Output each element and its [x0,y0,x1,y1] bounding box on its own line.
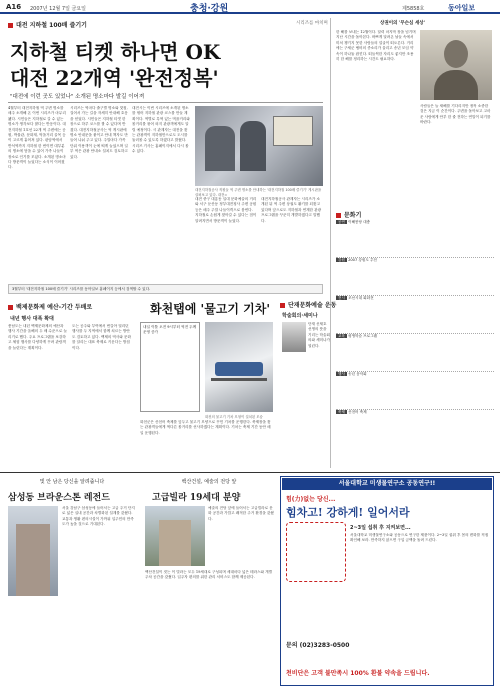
listing-list [336,220,494,470]
listing-item-value: 2007 강원도 추천 [348,258,377,262]
columnist-photo [420,30,492,100]
lead-headline-2: 대전 22개역 '완전정복' [10,66,219,90]
series-tag: 시리즈를 마치며 [296,21,328,26]
listing-item-value: 송년 음악회 [348,372,367,376]
column-divider [330,18,331,468]
lead-subhead: "대전에 이런 곳도 있었나" 소개된 명소마다 발길 이어져 [10,94,145,100]
story-left-body-2: 도는 공주와 부여에서 번갈아 열리던 행사를 두 지역에서 함께 치르는 방안도 검토하고 있다. 백제의 역사와 문화를 알리는 대표 축제로 키운다는 방침이다. [72,324,131,350]
page-number: A16 [6,3,22,11]
newspaper-brand: 동아일보 [448,4,476,12]
health-ad-subline: 2~3일 섭취 후 지켜보면... [350,525,411,531]
listing-item [336,372,494,410]
story-right-body: 단재 신채호 선생의 뜻을 기리는 학술회의와 세미나가 열린다. [308,322,330,348]
ad-left-building-photo [8,506,58,596]
listing-item-label: 축제 [338,410,345,414]
health-ad-headline: 힘차고! 강하게! 일어서라 [286,506,410,519]
ad-middle-body-1: 예술의 전당 앞에 들어서는 고급빌라로 문화 공간과 가깝고 쾌적한 주거 환경을 갖췄다. [208,506,274,521]
story-right-subtitle: 학술회의·세미나 [282,313,318,319]
listing-item [336,334,494,372]
listing-item [336,258,494,296]
story-center-kicker: 내일 이틀 오전 9시부터 역전 두께 운영 증가 [140,322,200,412]
issue-date: 2007년 12월 7일 금요일 [30,6,87,12]
ad-middle-body-2: 백산건설이 짓는 이 빌라는 모두 19세대로 구성되며 세대마다 넓은 테라스와 개별 주차 공간을 갖췄다. 입주자 편의를 위한 관리 서비스도 함께 제공된다. [145,570,273,580]
issue-number: 제5858호 [402,6,425,12]
ad-divider [0,472,500,473]
listing-item-label: 행사 [338,372,345,376]
health-ad-body: 서울대학교 미생물연구소와 공동으로 연구한 제품이다. 2~3일 섭취 후 몸의 변화를 직접 확인해 보라. 만족하지 않으면 구입 금액을 돌려 드린다. [350,533,489,543]
ad-left-body: 서울 강남구 삼성동에 들어서는 고급 주거 단지로 넓은 실내 공간과 차별화된 설계를 갖췄다. 교통과 생활 편의시설이 가까워 입주민의 만족도가 높을 것으로 기대된다. [62,506,135,527]
story-left-subtitle: 내년 행사 대폭 확대 [10,316,54,322]
section-title: 충청·강원 [190,4,229,14]
profile-body: 한 해를 보내는 12월이다. 달력 마지막 장을 넘기며 지난 시간을 돌아본다. 바쁘게 달려온 날들 속에서 미처 챙기지 못한 사람들의 얼굴이 떠오른다. 거리에는 구세군 냄비의 종소리가 울리고 송년 모임 약속이 하나둘 잡힌다. 떠들썩한 자리도 좋지만 조용히 한 해를 정리하는 시간도 필요하다. [336,30,416,62]
listing-item-label: 교육 [338,334,345,338]
health-ad-phone: 문의 (02)3283-0500 [286,642,350,649]
lead-body-col2: 시리즈는 역마다 출구별 명소와 맛집, 걸어서 가는 길을 자세히 안내해 호응을 얻었다. 시민들은 지하철 티켓 한 장으로 하루 코스를 짤 수 있다며 반겼다. 대전지하철공사는 역 게시판에 명소 안내문을 붙이고 안내 책자도 만들어 나눠 주고 있다. 주말마다 가족 단위 이용객이 눈에 띄게 늘었으며 일부 역은 관광 안내소 설치도 검토하고 있다. [70,106,128,159]
lead-body-col5: 대전지하철공사 관계자는 시리즈가 소개된 뒤 역 주변 상권도 활기를 되찾고 있다며 앞으로도 지하철과 연계한 관광 프로그램을 꾸준히 개발하겠다고 말했다. [261,197,322,223]
listing-heading: 문화기 [336,210,361,219]
health-ad-seal [286,522,346,582]
listing-item [336,410,494,448]
profile-caption: 상권이의 '무슨심 세상' [380,21,426,26]
ad-middle-title: 고급빌라 19세대 분양 [152,493,241,503]
lead-photo [195,106,323,186]
ad-left-title: 삼성동 브라운스톤 레전드 [8,493,110,503]
story-center-caption: 화천의 물고기 기차 모형이 설치된 모습 [205,415,263,419]
lead-headline-1: 지하철 티켓 하나면 OK [10,40,221,64]
story-left-category: 백제문화제 예산-기간 두배로 [8,302,92,311]
story-left-body-1: 충남도는 내년 백제문화제의 예산과 행사 기간을 올해의 두 배 수준으로 늘리기로 했다. 주요 프로그램을 보강하고 체험 행사를 다양하게 꾸려 관람객을 늘린다는 계획이다. [8,324,67,350]
listing-item-value: 이해봉당 대충 [348,220,371,224]
listing-item-value: 평생학습 프로그램 [348,334,378,338]
lead-body-col3: 대전시는 이번 시리즈에 소개된 명소를 엮어 지하철 관광 코스를 만들 계획이다. 역별로 특색 있는 먹을거리와 볼거리를 묶어 외지 관광객에게도 알릴 예정이다. 시 관계자는 대전을 찾는 관광객이 지하철만으로도 도시를 둘러볼 수 있도록 하겠다고 밝혔다. 시리즈 기사는 홈페이지에서 다시 볼 수 있다. [132,106,190,154]
story-center-headline: 화천탭에 '물고기 기차' [150,302,271,316]
health-ad-footer: 천비단은 고객 불만족시 100% 환불 약속을 드립니다. [286,670,430,677]
listing-item-value: 산천어 축제 [348,410,367,414]
listing-item [336,220,494,258]
listing-item-label: 강원 [338,258,345,262]
story-right-category: 단재문화예술 운동 [280,300,336,309]
ad-left-topline: 빛 안 남은 당신을 알려줍니다 [39,479,105,485]
lead-body-col4: 대전 중구 대흥동 일대 문화예술의 거리와 서구 둔산동 정부대전청사 주변 공원 등은 매주 주말 나들이객으로 붐빈다. 지하철로 손쉽게 찾아갈 수 있다는 점이 알려지면서 방문객이 늘었다. [195,197,257,223]
health-ad-tagline: 힘(力)없는 당신... [286,496,336,503]
lead-photo-caption: 대전지하철공사 직원들 역 주변 명소를 안내하는 '대전지하철 100배 즐기기' 게시판을 살펴보고 있다. 대전= [195,188,322,197]
profile-body-2: 사람들은 늘 새해를 기다리지만 정작 소중한 것은 지금 이 순간이다. 주변을 돌아보고 고마운 사람에게 안부 한 줄 전하는 연말이 되기를 바란다. [420,104,491,125]
story-center-body: 화천군은 산천어 축제를 앞두고 물고기 모양으로 꾸민 기차를 운행한다. 축제장을 찾는 관광객들에게 색다른 볼거리를 선사하겠다는 계획이다. 기차는 축제 기간 동안 매일 운행된다. [140,420,271,435]
portrait-photo [282,322,306,352]
listing-item-value: 조선시대 회화전 [348,296,374,300]
lead-body-col1: 4월부터 대전지하철 역 주변 명소를 매주 소개해 온 이번 시리즈가 마무리됐다. 시민들은 지하철로 갈 수 있는 명소가 생각보다 많다는 반응이다. 대전지하철 1호선 22개 역 주변에는 공원, 박물관, 문화재, 먹을거리 골목 등이 고르게 흩어져 있다. 판암역에서 반석역까지 지하철 한 번이면 대부분의 명소에 닿을 수 있어 가족 나들이 장소로 인기를 모았다. 소개된 명소마다 방문객이 늘었다는 소식이 이어졌다. [8,106,66,170]
ad-middle-building-photo [145,506,205,566]
divider [8,102,323,103]
health-ad-banner: 서울대학교 미생물연구소 공동연구!! [282,478,492,490]
lead-category: 대전 지하철 100배 즐기기 [8,20,87,29]
listing-item [336,296,494,334]
listing-item-label: 공연 [338,220,345,224]
promo-strip: 3월부터 '대전지하철 100배 즐기기' 시리즈를 동아일보 홈페이지 등에서 검색할 수 있다. [8,284,323,294]
ad-middle-topline: 백산건설, 예술의 전당 앞 [181,479,237,485]
page-header [0,0,500,14]
story-center-photo [205,322,273,412]
listing-item-label: 전시 [338,296,345,300]
